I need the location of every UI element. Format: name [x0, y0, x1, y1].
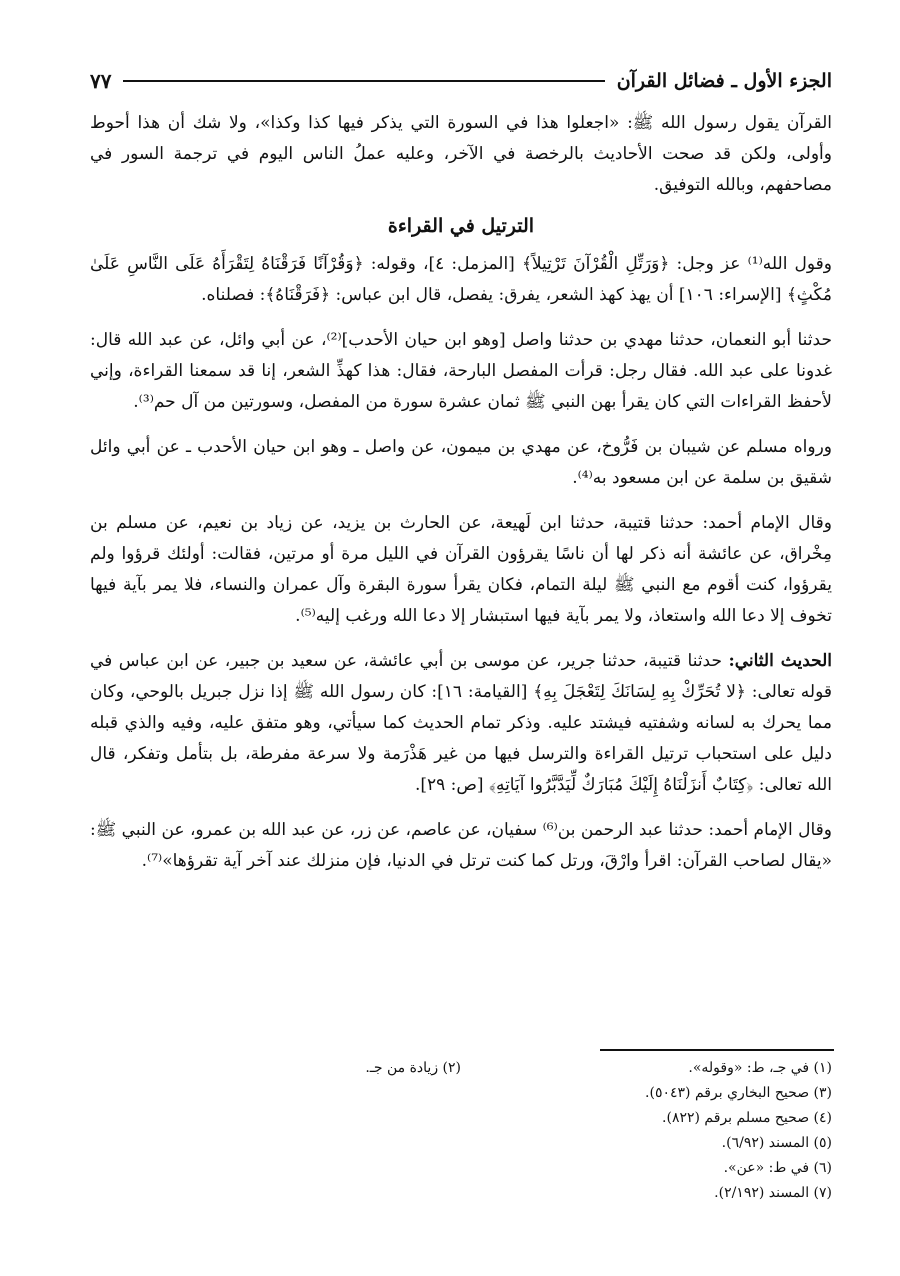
paragraph-6 [90, 646, 832, 801]
section-title: الترتيل في القراءة [387, 215, 535, 237]
paragraph-2: وقول الله⁽¹⁾ عز وجل: ﴿وَرَتِّلِ الْقُرْآنَ تَرْتِيلاً﴾ [المزمل: ٤]، وقوله: ﴿وَقُرْآنًا فَرَقْنَاهُ لِتَقْرَأَهُ عَلَى النَّاسِ عَلَىٰ مُكْثٍ﴾ [الإسراء: ١٠٦] أن يهذ كهذ الشعر، يفرق: يفصل، قال ابن عباس: ﴿فَرَقْنَاهُ﴾: فصلناه. [90, 254, 833, 305]
paragraph-5: وقال الإمام أحمد: حدثنا قتيبة، حدثنا ابن لَهيعة، عن الحارث بن يزيد، عن زياد بن نعيم، عن مسلم بن مِخْراق، عن عائشة أنه ذكر لها أن ناسًا يقرؤون القرآن في الليل مرة أو مرتين، فقالت: أولئك قرؤوا ولم يقرؤوا، كنت أقوم مع النبي ﷺ ليلة التمام، فكان يقرأ سورة البقرة وآل عمران والنساء، فلا يمر بآية فيها تخوف إلا دعا الله واستعاذ، ولا يمر بآية فيها استبشار إلا دعا الله ورغب إليه⁽⁵⁾. [90, 513, 832, 626]
footnote-2: (٢) زيادة من جـ. [365, 1060, 461, 1076]
running-title: الجزء الأول ـ فضائل القرآن [616, 70, 832, 92]
footnote-row [90, 1056, 832, 1081]
page-number: ٧٧ [90, 69, 112, 93]
paragraph-4: ورواه مسلم عن شيبان بن فَرُّوخ، عن مهدي بن ميمون، عن واصل ـ وهو ابن حيان الأحدب ـ عن أبي وائل شقيق بن سلمة عن ابن مسعود به⁽⁴⁾. [90, 437, 832, 488]
footnotes [90, 1056, 832, 1206]
footnote-3: (٣) صحيح البخاري برقم (٥٠٤٣). [645, 1085, 832, 1101]
paragraph-1: القرآن يقول رسول الله ﷺ: «اجعلوا هذا في السورة التي يذكر فيها كذا وكذا»، ولا شك أن هذا أحوط وأولى، ولكن قد صحت الأحاديث بالرخصة في الآخر، وعليه عملُ الناس اليوم في ترجمة السور في مصاحفهم، وبالله التوفيق. [90, 113, 832, 195]
paragraph-7: وقال الإمام أحمد: حدثنا عبد الرحمن بن⁽⁶⁾ سفيان، عن عاصم، عن زر، عن عبد الله بن عمرو، عن النبي ﷺ: «يقال لصاحب القرآن: اقرأ وارْقَ، ورتل كما كنت ترتل في الدنيا، فإن منزلك عند آخر آية تقرؤها»⁽⁷⁾. [90, 820, 832, 871]
main-text [90, 108, 832, 891]
footnote-6: (٦) في ط: «عن». [723, 1160, 832, 1176]
footnote-separator [600, 1049, 834, 1051]
header-rule [123, 80, 604, 82]
footnote-1: (١) في جـ، ط: «وقوله». [688, 1060, 832, 1076]
footnote-4: (٤) صحيح مسلم برقم (٨٢٢). [662, 1110, 832, 1126]
footnote-5: (٥) المسند (٦/٩٢). [721, 1135, 832, 1151]
hadith-heading: الحديث الثاني: [728, 651, 833, 671]
paragraph-6-text: حدثنا قتيبة، حدثنا جرير، عن موسى بن أبي عائشة، عن سعيد بن جبير، عن ابن عباس في قوله تعالى: ﴿لا تُحَرِّكْ بِهِ لِسَانَكَ لِتَعْجَلَ بِهِ﴾ [القيامة: ١٦]: كان رسول الله ﷺ إذا نزل جبريل بالوحي، وكان مما يحرك به لسانه وشفتيه فيشتد عليه. وذكر تمام الحديث كما سيأتي، وهو متفق عليه، وفيه والذي قبله دليل على استحباب ترتيل القراءة والترسل فيها من غير هَذْرَمة ولا سرعة مفرطة، بل بتأمل وتفكر، قال الله تعالى: ﴿كِتَابٌ أَنزَلْنَاهُ إِلَيْكَ مُبَارَكٌ لِّيَدَّبَّرُوا آيَاتِهِ﴾ [ص: ٢٩]. [90, 651, 832, 795]
paragraph-3: حدثنا أبو النعمان، حدثنا مهدي بن حدثنا واصل [وهو ابن حيان الأحدب]⁽²⁾، عن أبي وائل، عن عبد الله قال: غدونا على عبد الله. فقال رجل: قرأت المفصل البارحة، فقال: هذا كهذِّ الشعر، إنا قد سمعنا القراءة، وإني لأحفظ القراءات التي كان يقرأ بهن النبي ﷺ ثمان عشرة سورة من المفصل، وسورتين من آل حم⁽³⁾. [90, 330, 832, 412]
running-header [90, 64, 832, 98]
footnote-7: (٧) المسند (٢/١٩٢). [714, 1185, 832, 1201]
